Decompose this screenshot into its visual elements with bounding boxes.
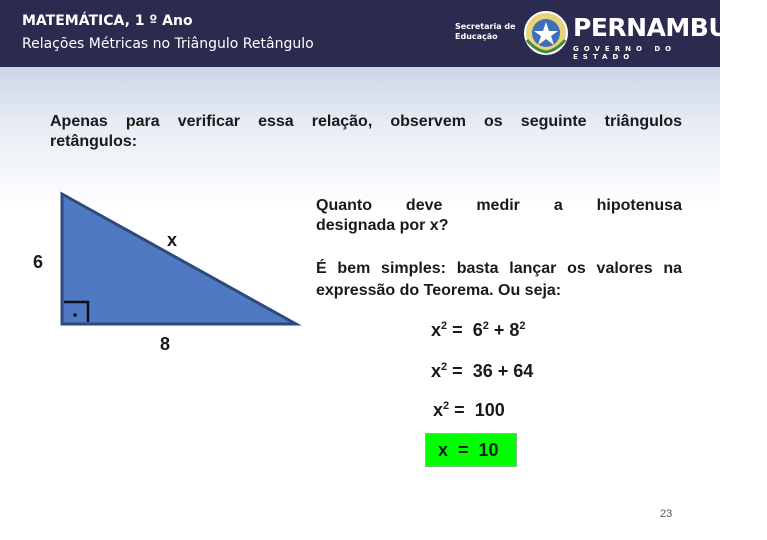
eq2-lhs: x xyxy=(431,361,442,381)
eq2-equals: = xyxy=(452,361,463,381)
question-text xyxy=(316,196,682,236)
explanation-text: É bem simples: basta lançar os valores na expressão do Teorema. Ou seja: xyxy=(316,260,682,299)
page-number: 23 xyxy=(660,508,673,520)
answer-box xyxy=(425,433,517,467)
question-word: deve xyxy=(405,197,443,214)
equation-3 xyxy=(433,400,505,421)
question-word: Quanto xyxy=(316,197,372,214)
course-title: MATEMÁTICA, 1 º Ano xyxy=(22,13,193,29)
side-label-vertical: 6 xyxy=(33,252,44,272)
eq2-lhs-exp: 2 xyxy=(441,361,448,373)
equation-2 xyxy=(431,361,533,382)
logo-subtitle: GOVERNO DO ESTADO xyxy=(573,45,677,61)
question-word: hipotenusa xyxy=(596,197,682,214)
secretaria-line1: Secretaria de xyxy=(455,22,516,31)
eq2-b: 64 xyxy=(513,361,534,381)
question-word: a xyxy=(553,197,563,214)
question-line2: designada por x? xyxy=(316,217,449,234)
equation-1 xyxy=(431,320,526,341)
triangle-shape xyxy=(62,194,296,324)
question-word: medir xyxy=(476,197,520,214)
lesson-title: Relações Métricas no Triângulo Retângulo xyxy=(22,36,314,52)
intro-line2: retângulos: xyxy=(50,133,138,150)
eq1-b: 8 xyxy=(509,320,520,340)
right-angle-dot xyxy=(73,313,77,317)
eq3-lhs-exp: 2 xyxy=(443,400,450,412)
intro-line1: Apenas para verificar essa relação, observem os seguinte triângulos xyxy=(50,113,682,130)
eq2-plus: + xyxy=(497,361,509,381)
secretaria-label xyxy=(455,22,521,42)
side-label-hypotenuse: x xyxy=(167,230,178,250)
eq3-lhs: x xyxy=(433,400,444,420)
state-seal-icon xyxy=(523,10,569,56)
eq1-a: 6 xyxy=(472,320,483,340)
eq3-value: 100 xyxy=(474,400,505,420)
answer-text: x = 10 xyxy=(438,440,499,460)
eq1-a-exp: 2 xyxy=(482,320,489,332)
eq1-lhs: x xyxy=(431,320,442,340)
eq1-plus: + xyxy=(493,320,505,340)
government-logo xyxy=(455,10,767,61)
eq2-a: 36 xyxy=(472,361,493,381)
logo-name: PERNAMBUCO xyxy=(573,13,767,42)
header-bar xyxy=(0,0,767,67)
eq3-equals: = xyxy=(454,400,465,420)
eq1-equals: = xyxy=(452,320,463,340)
eq1-b-exp: 2 xyxy=(519,320,526,332)
eq1-lhs-exp: 2 xyxy=(441,320,448,332)
side-label-base: 8 xyxy=(160,334,171,354)
secretaria-line2: Educação xyxy=(455,32,498,41)
right-triangle-figure xyxy=(58,190,308,330)
